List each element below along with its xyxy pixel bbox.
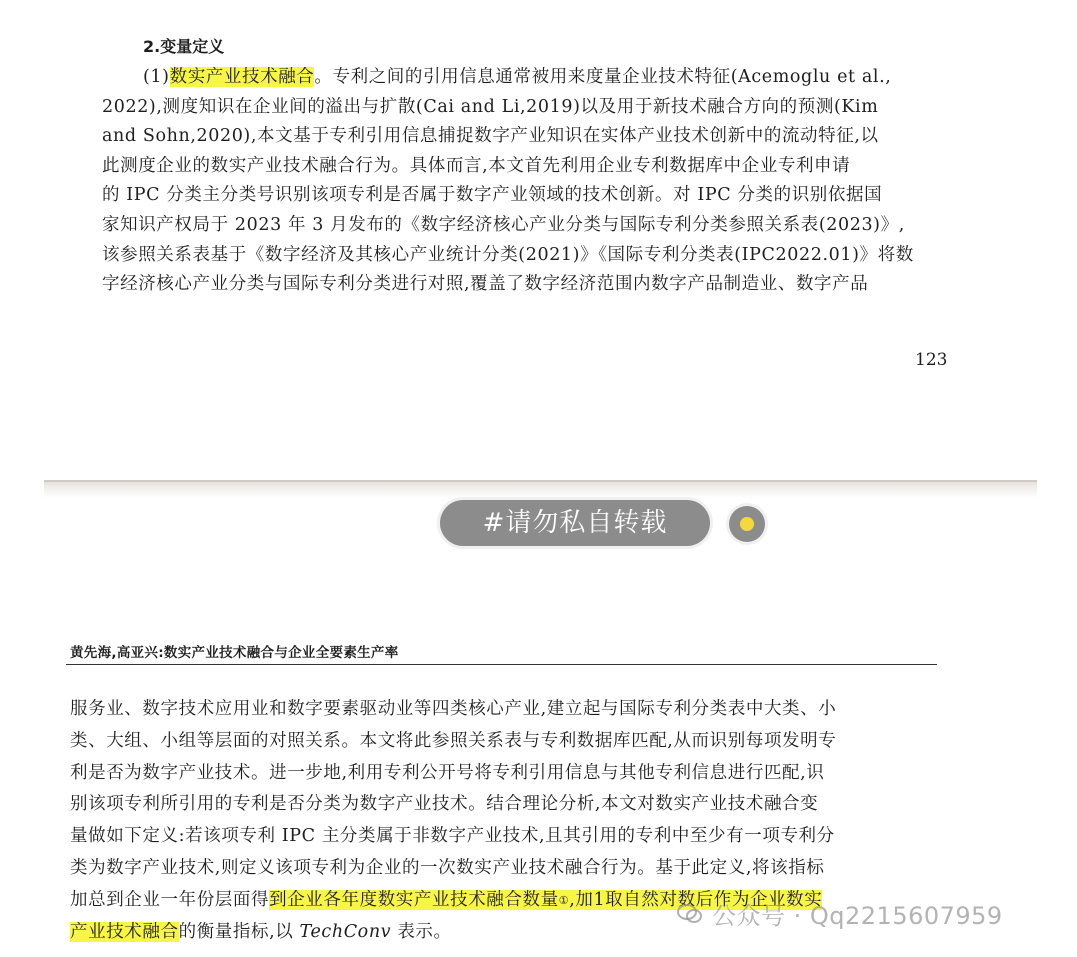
page-number: 123 — [915, 350, 948, 370]
watermark-account: 公众号 · Qq2215607959 — [712, 902, 1003, 930]
paragraph-line: 别该项专利所引用的专利是否分类为数字产业技术。结合理论分析,本文对数实产业技术融合变 — [70, 794, 819, 815]
page-gutter — [44, 480, 1037, 498]
variable-name: TechConv — [299, 921, 392, 942]
section-title: 2.变量定义 — [143, 37, 225, 56]
watermark-dot-icon — [729, 506, 765, 542]
header-rule — [66, 664, 937, 665]
paragraph-line: 类为数字产业技术,则定义该项专利为企业的一次数实产业技术融合行为。基于此定义,将该指标 — [70, 857, 825, 878]
paragraph-line: 产业技术融合的衡量指标,以 TechConv 表示。 — [70, 921, 452, 942]
paragraph-line: 量做如下定义:若该项专利 IPC 主分类属于非数字产业技术,且其引用的专利中至少有一项专利分 — [70, 826, 835, 847]
paragraph-line: (1)数实产业技术融合。专利之间的引用信息通常被用来度量企业技术特征(Acemoglu et al., — [143, 67, 892, 87]
paragraph-line: 此测度企业的数实产业技术融合行为。具体而言,本文首先利用企业专利数据库中企业专利申请 — [102, 155, 851, 176]
watermark-pill: #请勿私自转载 — [440, 500, 710, 546]
highlighted-term: 数实产业技术融合 — [169, 67, 315, 87]
paragraph-line: 服务业、数字技术应用业和数字要素驱动业等四类核心产业,建立起与国际专利分类表中大类、小 — [70, 699, 837, 719]
footnote-marker: ① — [558, 893, 570, 907]
top-paragraph — [102, 63, 914, 300]
highlighted-phrase: 产业技术融合 — [70, 921, 179, 942]
page-divider — [44, 480, 1037, 482]
paragraph-line: 该参照关系表基于《数字经济及其核心产业统计分类(2021)》《国际专利分类表(IPC2022.01)》将数 — [102, 244, 914, 265]
paragraph-line: and Sohn,2020),本文基于专利引用信息捕捉数字产业知识在实体产业技术创新中的流动特征,以 — [102, 126, 879, 147]
running-head: 黄先海,高亚兴:数实产业技术融合与企业全要素生产率 — [70, 645, 399, 661]
highlighted-phrase: 到企业各年度数实产业技术融合数量①,加1取自然对数后作为企业数实 — [269, 889, 823, 910]
paragraph-line: 家知识产权局于 2023 年 3 月发布的《数字经济核心产业分类与国际专利分类参照关系表(2023)》, — [102, 214, 905, 235]
paragraph-line: 字经济核心产业分类与国际专利分类进行对照,覆盖了数字经济范围内数字产品制造业、数字产品 — [102, 274, 869, 295]
paragraph-line: 2022),测度知识在企业间的溢出与扩散(Cai and Li,2019)以及用于新技术融合方向的预测(Kim — [102, 96, 879, 117]
paragraph-line: 加总到企业一年份层面得到企业各年度数实产业技术融合数量①,加1取自然对数后作为企业数实 — [70, 889, 823, 910]
paragraph-line: 利是否为数字产业技术。进一步地,利用专利公开号将专利引用信息与其他专利信息进行匹配,识 — [70, 762, 825, 783]
paragraph-line: 的 IPC 分类主分类号识别该项专利是否属于数字产业领域的技术创新。对 IPC 分类的识别依据国 — [102, 185, 883, 206]
paragraph-line: 类、大组、小组等层面的对照关系。本文将此参照关系表与专利数据库匹配,从而识别每项发明专 — [70, 730, 837, 751]
